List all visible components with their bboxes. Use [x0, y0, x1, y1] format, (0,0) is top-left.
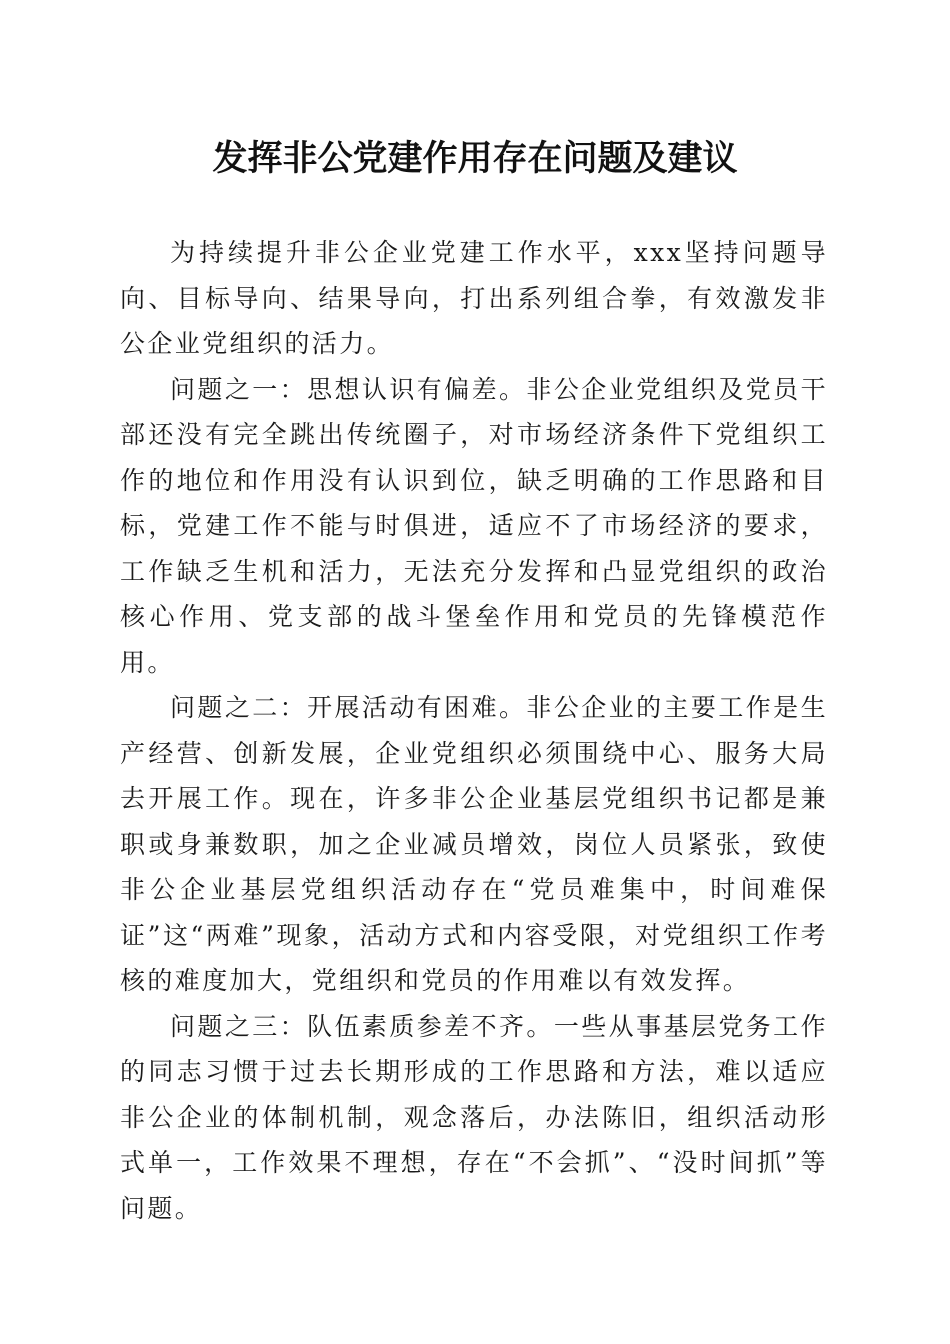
paragraph-intro: 为持续提升非公企业党建工作水平，xxx坚持问题导向、目标导向、结果导向，打出系列组合拳，有效激发非公企业党组织的活力。	[120, 238, 828, 358]
document-title: 发挥非公党建作用存在问题及建议	[212, 138, 738, 179]
paragraph-problem-2: 问题之二：开展活动有困难。非公企业的主要工作是生产经营、创新发展，企业党组织必须围绕中心、服务大局去开展工作。现在，许多非公企业基层党组织书记都是兼职或身兼数职，加之企业减员增效，岗位人员紧张，致使非公企业基层党组织活动存在“党员难集中，时间难保证”这“两难”现象，活动方式和内容受限，对党组织工作考核的难度加大，党组织和党员的作用难以有效发挥。	[120, 693, 828, 995]
paragraph-problem-1: 问题之一：思想认识有偏差。非公企业党组织及党员干部还没有完全跳出传统圈子，对市场经济条件下党组织工作的地位和作用没有认识到位，缺乏明确的工作思路和目标，党建工作不能与时俱进，适应不了市场经济的要求，工作缺乏生机和活力，无法充分发挥和凸显党组织的政治核心作用、党支部的战斗堡垒作用和党员的先锋模范作用。	[120, 374, 828, 677]
document-body	[120, 230, 828, 1231]
paragraph-problem-3: 问题之三：队伍素质参差不齐。一些从事基层党务工作的同志习惯于过去长期形成的工作思路和方法，难以适应非公企业的体制机制，观念落后，办法陈旧，组织活动形式单一，工作效果不理想，存在“不会抓”、“没时间抓”等问题。	[120, 1011, 828, 1223]
